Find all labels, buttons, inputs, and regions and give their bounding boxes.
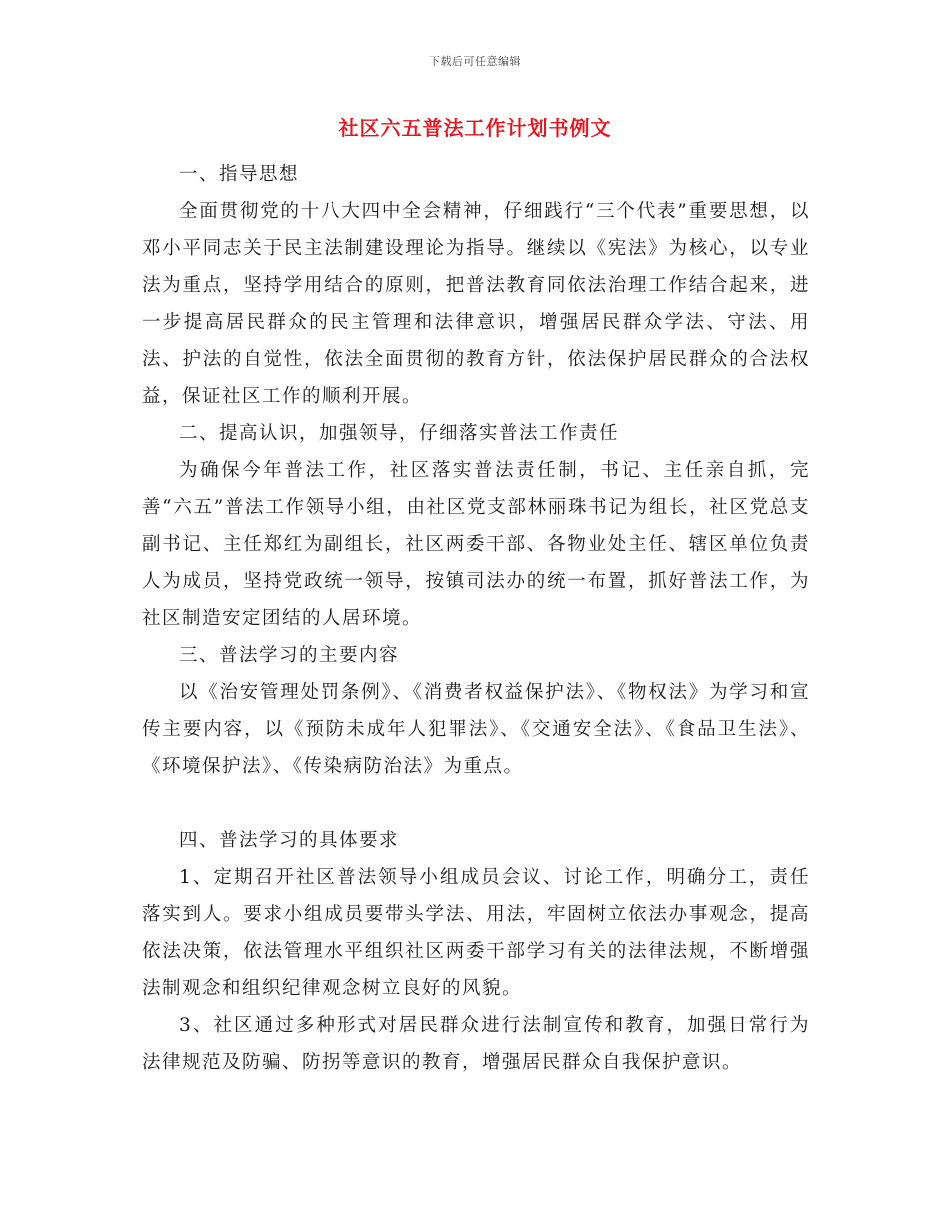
section-3-heading: 三、普法学习的主要内容: [179, 645, 400, 666]
section-4-item-1: 1、定期召开社区普法领导小组成员会议、讨论工作，明确分工，责任落实到人。要求小组成员要带头学法、用法，牢固树立依法办事观念，提高依法决策，依法管理水平组织社区两委干部学习有关的法律法规，不断增强法制观念和组织纪律观念树立良好的风貌。: [142, 867, 810, 999]
page-header-note: 下载后可任意编辑: [429, 55, 521, 68]
section-2-paragraph: 为确保今年普法工作，社区落实普法责任制，书记、主任亲自抓，完善“六五”普法工作领导小组，由社区党支部林丽珠书记为组长，社区党总支副书记、主任郑红为副组长，社区两委干部、各物业处主任、辖区单位负责人为成员，坚持党政统一领导，按镇司法办的统一布置，抓好普法工作，为社区制造安定团结的人居环境。: [142, 460, 810, 629]
section-3-paragraph: 以《治安管理处罚条例》、《消费者权益保护法》、《物权法》为学习和宣传主要内容，以《预防未成年人犯罪法》、《交通安全法》、《食品卫生法》、《环境保护法》、《传染病防治法》为重点。: [142, 682, 810, 777]
section-4-item-3: 3、社区通过多种形式对居民群众进行法制宣传和教育，加强日常行为法律规范及防骗、防拐等意识的教育，增强居民群众自我保护意识。: [142, 1015, 810, 1073]
paragraph-spacer: [142, 785, 810, 822]
section-1-heading: 一、指导思想: [179, 164, 300, 185]
document-title: 社区六五普法工作计划书例文: [338, 116, 612, 140]
section-4-heading: 四、普法学习的具体要求: [179, 830, 400, 851]
document-body: [142, 156, 810, 1081]
section-2-heading: 二、提高认识，加强领导，仔细落实普法工作责任: [179, 423, 620, 444]
section-1-paragraph: 全面贯彻党的十八大四中全会精神，仔细践行“三个代表”重要思想，以邓小平同志关于民主法制建设理论为指导。继续以《宪法》为核心，以专业法为重点，坚持学用结合的原则，把普法教育同依法治理工作结合起来，进一步提高居民群众的民主管理和法律意识，增强居民群众学法、守法、用法、护法的自觉性，依法全面贯彻的教育方针，依法保护居民群众的合法权益，保证社区工作的顺利开展。: [142, 201, 810, 407]
